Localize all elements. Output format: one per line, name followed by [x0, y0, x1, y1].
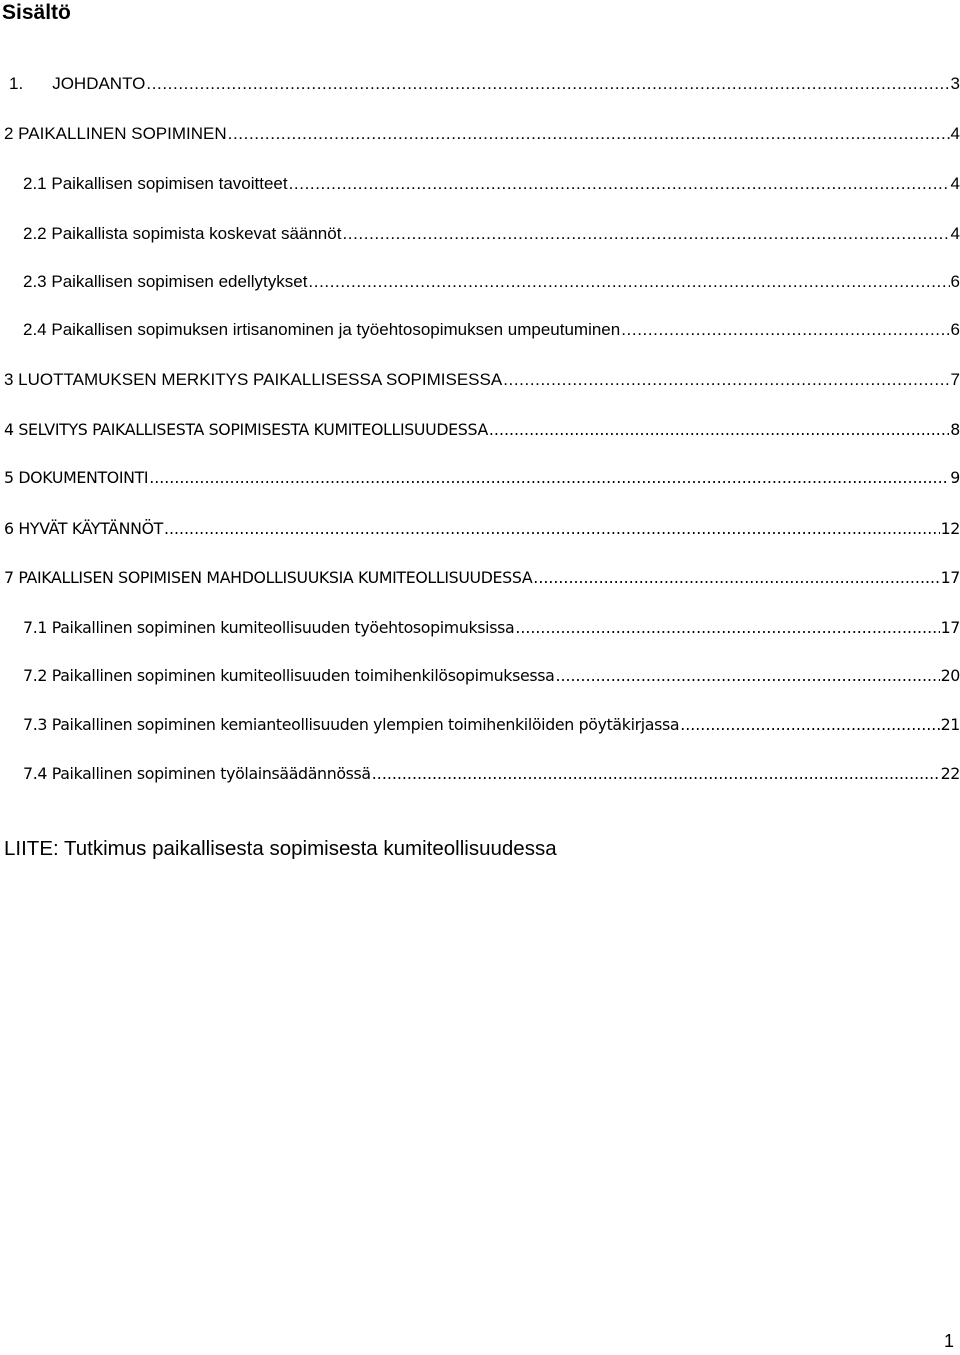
toc-entry-page: 3: [950, 74, 960, 93]
toc-dot-leader: [289, 172, 950, 196]
toc-entry-dokumentointi[interactable]: [4, 466, 960, 490]
toc-entry-7-1[interactable]: [23, 616, 960, 640]
toc-entry-page: 8: [950, 420, 960, 439]
toc-entry-title: 2.2 Paikallista sopimista koskevat säännöt: [23, 224, 342, 243]
page-title: Sisältö: [2, 1, 71, 24]
toc-entry-title: 2.4 Paikallisen sopimuksen irtisanominen ja työehtosopimuksen umpeutuminen: [23, 320, 621, 339]
toc-entry-2-3[interactable]: [23, 270, 960, 294]
toc-entry-paikallinen-sopiminen[interactable]: [4, 122, 960, 146]
toc-entry-hyvat-kaytannot[interactable]: [4, 517, 960, 541]
toc-dot-leader: [308, 270, 949, 294]
toc-entry-mahdollisuuksia[interactable]: [4, 566, 960, 590]
toc-dot-leader: [146, 72, 949, 96]
toc-dot-leader: [555, 664, 939, 688]
toc-entry-7-4[interactable]: [23, 762, 960, 786]
toc-entry-page: 6: [950, 272, 960, 291]
toc-entry-title: 3 LUOTTAMUKSEN MERKITYS PAIKALLISESSA SOPIMISESSA: [4, 370, 503, 389]
toc-entry-2-4[interactable]: [23, 318, 960, 342]
toc-entry-page: 6: [950, 320, 960, 339]
appendix-note: LIITE: Tutkimus paikallisesta sopimisesta kumiteollisuudessa: [4, 837, 557, 860]
toc-entry-title: JOHDANTO: [52, 74, 146, 93]
toc-entry-title: 7.3 Paikallinen sopiminen kemianteollisuuden ylempien toimihenkilöiden pöytäkirjassa: [23, 715, 680, 734]
toc-entry-page: 9: [950, 468, 960, 487]
toc-entry-page: 4: [950, 124, 960, 143]
toc-entry-selvitys[interactable]: [4, 418, 960, 442]
toc-entry-page: 17: [940, 568, 960, 587]
toc-dot-leader: [533, 566, 939, 590]
toc-entry-page: 22: [940, 764, 960, 783]
toc-entry-title: 7.1 Paikallinen sopiminen kumiteollisuuden työehtosopimuksissa: [23, 618, 515, 637]
toc-entry-page: 7: [950, 370, 960, 389]
toc-dot-leader: [149, 466, 949, 490]
toc-entry-title: 4 SELVITYS PAIKALLISESTA SOPIMISESTA KUMITEOLLISUUDESSA: [4, 420, 488, 439]
toc-entry-page: 4: [950, 174, 960, 193]
toc-dot-leader: [680, 713, 939, 737]
toc-entry-page: 20: [940, 666, 960, 685]
toc-entry-number: 1.: [9, 74, 24, 93]
toc-entry-page: 4: [950, 224, 960, 243]
page-number: 1: [943, 1331, 954, 1351]
toc-entry-title: 7.2 Paikallinen sopiminen kumiteollisuuden toimihenkilösopimuksessa: [23, 666, 555, 685]
toc-dot-leader: [489, 418, 949, 442]
toc-dot-leader: [621, 318, 949, 342]
toc-entry-2-1[interactable]: [23, 172, 960, 196]
toc-entry-title: 7.4 Paikallinen sopiminen työlainsäädännössä: [23, 764, 371, 783]
toc-entry-title: 5 DOKUMENTOINTI: [4, 468, 149, 487]
toc-dot-leader: [228, 122, 950, 146]
toc-entry-title: 7 PAIKALLISEN SOPIMISEN MAHDOLLISUUKSIA KUMITEOLLISUUDESSA: [4, 568, 533, 587]
toc-dot-leader: [164, 517, 940, 541]
toc-entry-page: 17: [940, 618, 960, 637]
toc-entry-2-2[interactable]: [23, 222, 960, 246]
toc-entry-title: 2 PAIKALLINEN SOPIMINEN: [4, 124, 227, 143]
toc-entry-title: 2.1 Paikallisen sopimisen tavoitteet: [23, 174, 288, 193]
toc-entry-luottamuksen-merkitys[interactable]: [4, 368, 960, 392]
toc-entry-page: 21: [940, 715, 960, 734]
toc-dot-leader: [515, 616, 939, 640]
toc-dot-leader: [342, 222, 949, 246]
toc-entry-page: 12: [940, 519, 960, 538]
toc-entry-7-2[interactable]: [23, 664, 960, 688]
toc-dot-leader: [372, 762, 940, 786]
toc-entry-7-3[interactable]: [23, 713, 960, 737]
toc-dot-leader: [503, 368, 949, 392]
toc-entry-title: 2.3 Paikallisen sopimisen edellytykset: [23, 272, 308, 291]
toc-entry-title: 6 HYVÄT KÄYTÄNNÖT: [4, 519, 163, 538]
toc-entry-johdanto[interactable]: [9, 72, 960, 96]
